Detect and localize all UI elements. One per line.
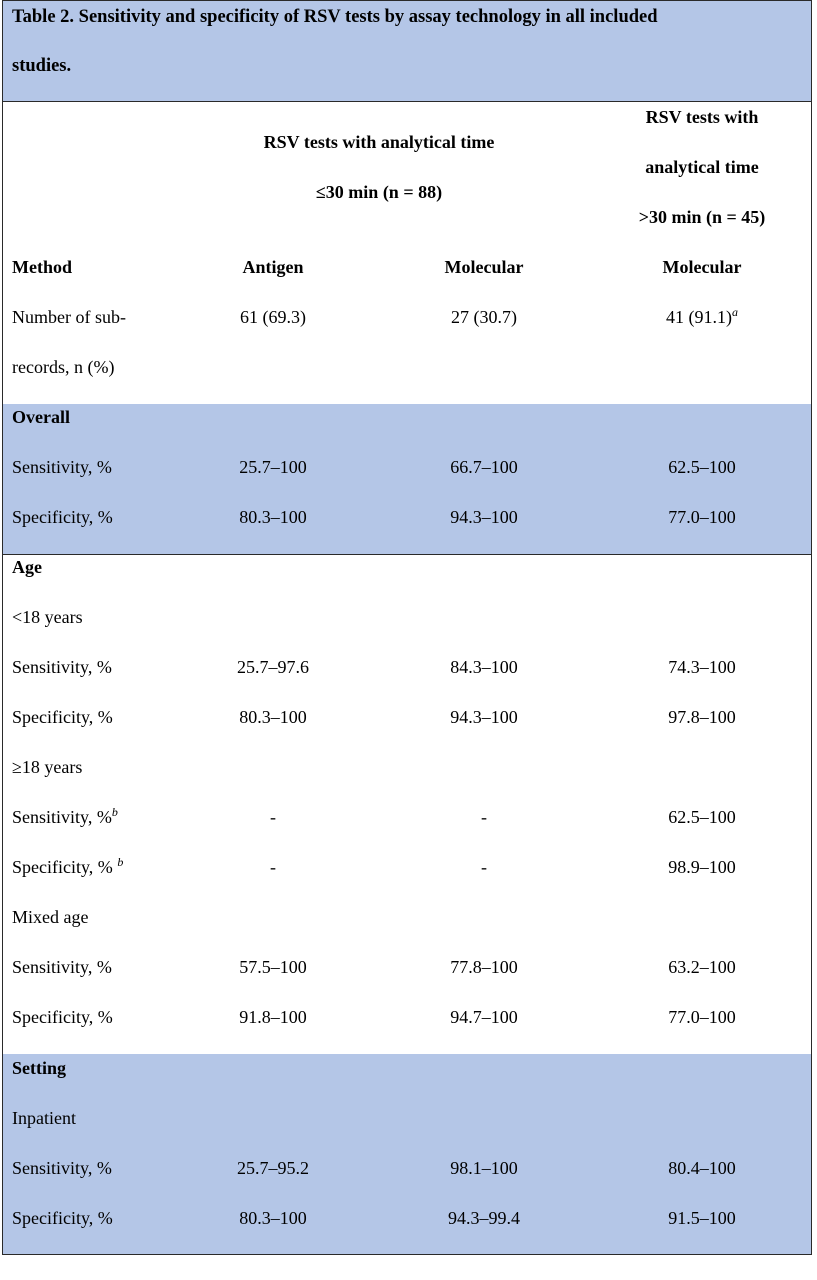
overall-band xyxy=(3,404,811,554)
group2-header-line3: >30 min (n = 45) xyxy=(638,207,766,227)
caption-line-1: Table 2. Sensitivity and specificity of RSV tests by assay technology in all included xyxy=(12,7,658,27)
table-caption xyxy=(3,1,811,102)
under18-sensitivity-molecular-1: 84.3–100 xyxy=(450,657,518,677)
overall-sensitivity-label: Sensitivity, % xyxy=(12,457,112,477)
group1-header-line2: ≤30 min (n = 88) xyxy=(315,182,443,202)
footnote-b: b xyxy=(117,855,124,869)
mixed-sensitivity-molecular-2: 63.2–100 xyxy=(668,957,736,977)
over18-specificity-label xyxy=(12,857,123,877)
footnote-b: b xyxy=(111,805,118,819)
under18-specificity-antigen: 80.3–100 xyxy=(239,707,307,727)
molecular-header-1: Molecular xyxy=(444,257,524,277)
setting-title: Setting xyxy=(12,1058,66,1078)
group2-header-line2: analytical time xyxy=(645,157,759,177)
mixed-specificity-label: Specificity, % xyxy=(12,1007,113,1027)
under18-specificity-molecular-1: 94.3–100 xyxy=(450,707,518,727)
overall-sensitivity-molecular-1: 66.7–100 xyxy=(450,457,518,477)
inpatient-specificity-label: Specificity, % xyxy=(12,1208,113,1228)
under18-sensitivity-label: Sensitivity, % xyxy=(12,657,112,677)
inpatient-specificity-molecular-1: 94.3–99.4 xyxy=(448,1208,520,1228)
under18-specificity-label: Specificity, % xyxy=(12,707,113,727)
mixed-sensitivity-label: Sensitivity, % xyxy=(12,957,112,977)
caption-line-2: studies. xyxy=(12,56,72,76)
age-mixed-label: Mixed age xyxy=(12,907,89,927)
subrecords-molecular-1: 27 (30.7) xyxy=(451,307,517,327)
over18-sensitivity-antigen: - xyxy=(270,807,276,827)
over18-sensitivity-molecular-2: 62.5–100 xyxy=(668,807,736,827)
mixed-specificity-molecular-1: 94.7–100 xyxy=(450,1007,518,1027)
overall-specificity-label: Specificity, % xyxy=(12,507,113,527)
overall-sensitivity-molecular-2: 62.5–100 xyxy=(668,457,736,477)
over18-specificity-label-text: Specificity, % xyxy=(12,857,118,877)
age-over18-label: ≥18 years xyxy=(12,757,83,777)
over18-sensitivity-label xyxy=(12,807,118,827)
inpatient-specificity-molecular-2: 91.5–100 xyxy=(668,1208,736,1228)
mixed-sensitivity-molecular-1: 77.8–100 xyxy=(450,957,518,977)
inpatient-label: Inpatient xyxy=(12,1108,76,1128)
over18-specificity-molecular-1: - xyxy=(481,857,487,877)
under18-sensitivity-molecular-2: 74.3–100 xyxy=(668,657,736,677)
inpatient-specificity-antigen: 80.3–100 xyxy=(239,1208,307,1228)
age-under18-label: <18 years xyxy=(12,607,83,627)
footnote-a: a xyxy=(732,305,738,319)
subrecords-molecular-2 xyxy=(666,307,738,327)
over18-sensitivity-molecular-1: - xyxy=(481,807,487,827)
subrecords-molecular-2-value: 41 (91.1) xyxy=(666,307,732,327)
overall-bottom-border xyxy=(3,554,811,555)
overall-specificity-molecular-1: 94.3–100 xyxy=(450,507,518,527)
molecular-header-2: Molecular xyxy=(662,257,742,277)
age-title: Age xyxy=(12,557,42,577)
under18-sensitivity-antigen: 25.7–97.6 xyxy=(237,657,309,677)
mixed-sensitivity-antigen: 57.5–100 xyxy=(239,957,307,977)
inpatient-sensitivity-label: Sensitivity, % xyxy=(12,1158,112,1178)
mixed-specificity-antigen: 91.8–100 xyxy=(239,1007,307,1027)
results-table xyxy=(2,0,812,1255)
overall-specificity-antigen: 80.3–100 xyxy=(239,507,307,527)
overall-title: Overall xyxy=(12,407,70,427)
inpatient-sensitivity-antigen: 25.7–95.2 xyxy=(237,1158,309,1178)
over18-specificity-antigen: - xyxy=(270,857,276,877)
subrecords-label-line2: records, n (%) xyxy=(12,357,115,377)
subrecords-label-line1: Number of sub- xyxy=(12,307,126,327)
method-header: Method xyxy=(12,257,72,277)
over18-specificity-molecular-2: 98.9–100 xyxy=(668,857,736,877)
overall-sensitivity-antigen: 25.7–100 xyxy=(239,457,307,477)
antigen-header: Antigen xyxy=(242,257,304,277)
group1-header-line1: RSV tests with analytical time xyxy=(263,132,495,152)
inpatient-sensitivity-molecular-2: 80.4–100 xyxy=(668,1158,736,1178)
overall-specificity-molecular-2: 77.0–100 xyxy=(668,507,736,527)
under18-specificity-molecular-2: 97.8–100 xyxy=(668,707,736,727)
subrecords-antigen: 61 (69.3) xyxy=(240,307,306,327)
inpatient-sensitivity-molecular-1: 98.1–100 xyxy=(450,1158,518,1178)
mixed-specificity-molecular-2: 77.0–100 xyxy=(668,1007,736,1027)
group2-header-line1: RSV tests with xyxy=(645,107,759,127)
over18-sensitivity-label-text: Sensitivity, % xyxy=(12,807,112,827)
